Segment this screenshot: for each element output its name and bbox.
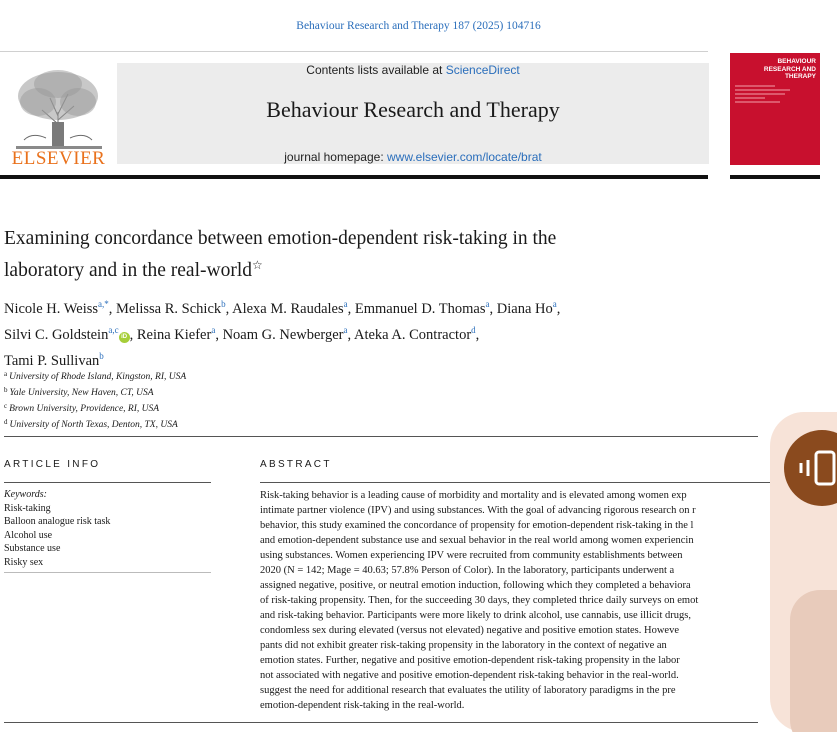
author-separator: , (108, 301, 117, 317)
author-affiliation-mark[interactable]: a,c (108, 325, 119, 335)
title-footnote-mark[interactable]: ☆ (252, 258, 263, 272)
abstract-line: suggest the need for additional research that evaluates the utility of laboratory paradigms in the pre (260, 685, 676, 696)
abstract-heading: ABSTRACT (260, 459, 332, 470)
affiliation-line (4, 368, 404, 384)
author-affiliation-mark[interactable]: a (343, 325, 348, 335)
author-name[interactable]: Melissa R. Schick (116, 301, 222, 317)
abstract-rule (260, 482, 800, 483)
contents-line (117, 63, 709, 77)
contents-prefix: Contents lists available at (306, 63, 446, 77)
abstract-line: emotion-dependent risk-taking in the real-world. (260, 700, 465, 711)
author-affiliation-mark[interactable]: d (471, 325, 476, 335)
keyword: Alcohol use (4, 529, 53, 541)
cover-title-line: RESEARCH AND (763, 65, 816, 73)
author-list (4, 294, 764, 372)
sciencedirect-link[interactable]: ScienceDirect (445, 63, 520, 77)
abstract-line: pants did not exhibit greater risk-taking propensity in the laboratory in the context of negative an (260, 640, 667, 651)
author-separator: , (225, 301, 233, 317)
abstract-line: Risk-taking behavior is a leading cause of morbidity and mortality and is elevated among women exp (260, 490, 687, 501)
keyword: Substance use (4, 543, 61, 554)
author-separator: , (556, 301, 561, 317)
keywords-block (4, 488, 211, 569)
keywords-heading: Keywords: (4, 489, 47, 500)
keyword: Risk-taking (4, 502, 51, 514)
publisher-wordmark: ELSEVIER (11, 148, 106, 169)
floating-side-widget[interactable] (770, 412, 837, 732)
abstract-line: emotion states. Further, negative and positive emotion-dependent risk-taking propensity in the labor (260, 655, 680, 666)
author-name[interactable]: Nicole H. Weiss (4, 301, 99, 317)
abstract-line: 2020 (N = 142; Mage = 40.63; 57.8% Person of Color). In the laboratory, participants underwent a (260, 565, 675, 576)
author-name[interactable]: Diana Ho (496, 301, 553, 317)
keywords-list (4, 502, 211, 570)
affiliation-text: University of Rhode Island, Kingston, RI, USA (9, 372, 187, 382)
author-affiliation-mark[interactable]: b (221, 299, 226, 309)
cover-bottom-rule (730, 175, 820, 179)
affiliation-line (4, 416, 404, 432)
author-name[interactable]: Reina Kiefer (136, 327, 212, 343)
orcid-icon[interactable]: iD (119, 332, 130, 343)
article-info-bottom-rule (4, 572, 211, 573)
affiliation-mark: d (4, 418, 8, 426)
author-affiliation-mark[interactable]: a (343, 299, 348, 309)
article-info-heading: ARTICLE INFO (4, 459, 101, 470)
affiliations (4, 368, 404, 432)
abstract-line: and emotion-dependent substance use and sexual behavior in the real world among women experiencin (260, 535, 694, 546)
author-affiliation-mark[interactable]: a (211, 325, 216, 335)
homepage-line (117, 150, 709, 164)
author-name[interactable]: Ateka A. Contractor (353, 327, 472, 343)
author-name[interactable]: Alexa M. Raudales (232, 301, 344, 317)
author-affiliation-mark[interactable]: a,* (98, 299, 109, 309)
homepage-prefix: journal homepage: (284, 150, 387, 164)
affiliation-mark: c (4, 402, 8, 410)
author-affiliation-mark[interactable]: b (99, 351, 104, 361)
article-title (4, 226, 724, 284)
abstract-line: behavior, this study examined the concordance of propensity for emotion-dependent risk-taking in the l (260, 520, 694, 531)
author-separator: , (347, 301, 355, 317)
abstract-line: and risk-taking behavior. Participants were more likely to drink alcohol, use cannabis, use illicit drugs, (260, 610, 691, 621)
affiliation-text: Yale University, New Haven, CT, USA (9, 388, 154, 398)
cover-fine-print (735, 84, 795, 108)
author-separator: , (475, 327, 480, 343)
abstract-line: intimate partner violence (IPV) and using substances. With the goal of advancing rigorous research on r (260, 505, 696, 516)
masthead-top-rule (0, 51, 708, 52)
abstract-line: using substances. Women experiencing IPV were recruited from community establishments between (260, 550, 683, 561)
author-separator: , (215, 327, 223, 343)
affiliation-text: University of North Texas, Denton, TX, USA (9, 420, 178, 430)
author-separator: , (489, 301, 497, 317)
bottom-rule (4, 722, 758, 723)
section-rule (4, 436, 758, 437)
abstract-text (260, 488, 770, 718)
cover-title-line: THERAPY (784, 73, 816, 80)
author-name[interactable]: Emmanuel D. Thomas (354, 301, 486, 317)
journal-citation[interactable]: Behaviour Research and Therapy 187 (2025) 104716 (296, 20, 541, 32)
abstract-line: condomless sex during elevated (versus not elevated) negative and positive emotion states. Howeve (260, 625, 680, 636)
cover-title-line: BEHAVIOUR (777, 58, 816, 65)
keyword: Balloon analogue risk task (4, 516, 111, 527)
title-line-1: Examining concordance between emotion-dependent risk-taking in the (4, 228, 557, 249)
affiliation-line (4, 384, 404, 400)
affiliation-mark: b (4, 386, 8, 394)
homepage-link[interactable]: www.elsevier.com/locate/brat (387, 150, 542, 164)
author-affiliation-mark[interactable]: a (552, 299, 557, 309)
journal-title: Behaviour Research and Therapy (266, 97, 560, 122)
article-info-rule (4, 482, 211, 483)
author-separator: , (129, 327, 137, 343)
affiliation-mark: a (4, 370, 8, 378)
cover-title (738, 58, 816, 81)
masthead-bottom-rule (0, 175, 708, 179)
author-name[interactable]: Tami P. Sullivan (4, 353, 100, 369)
author-affiliation-mark[interactable]: a (485, 299, 490, 309)
keyword: Risky sex (4, 556, 44, 568)
affiliation-line (4, 400, 404, 416)
title-line-2: laboratory and in the real-world (4, 260, 252, 281)
author-separator: , (347, 327, 354, 343)
abstract-line: assigned negative, positive, or neutral emotion induction, following which they completed a behaviora (260, 580, 691, 591)
author-name[interactable]: Noam G. Newberger (222, 327, 344, 343)
abstract-line: of risk-taking propensity. Then, for the succeeding 30 days, they completed thrice daily surveys on emot (260, 595, 699, 606)
abstract-line: not associated with negative and positive emotion-dependent risk-taking behavior in the real-world. (260, 670, 679, 681)
author-name[interactable]: Silvi C. Goldstein (4, 327, 109, 343)
affiliation-text: Brown University, Providence, RI, USA (9, 404, 160, 414)
